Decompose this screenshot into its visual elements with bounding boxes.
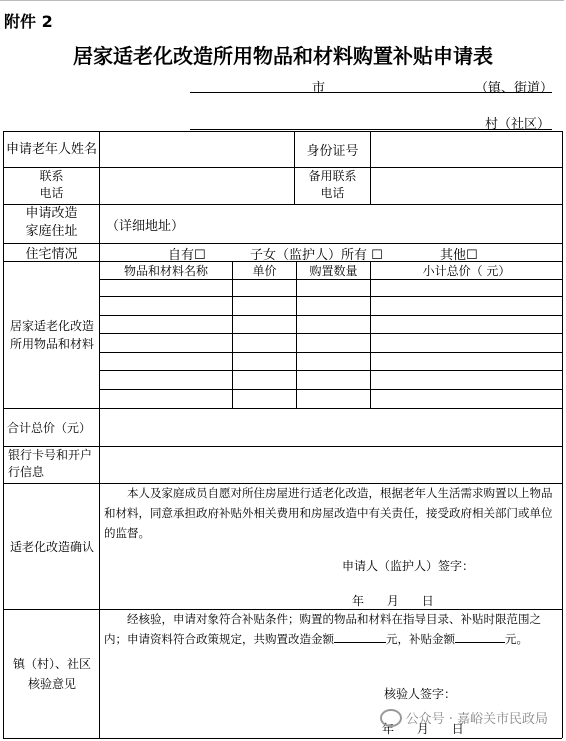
items-header-qty: 购置数量: [309, 264, 358, 278]
housing-other-option[interactable]: 其他☐: [440, 248, 478, 263]
village-label: 村（社区）: [485, 117, 551, 132]
review-date: 年 月 日: [382, 722, 464, 736]
bank-label: 银行卡号和开户行信息: [8, 448, 93, 479]
confirm-text: 本人及家庭成员自愿对所住房屋进行适老化改造，根据老年人生活需求购置以上物品和材料，同意承担政府补贴外相关费用和房屋改造中有关责任，接受政府相关部门或单位的监督。: [104, 486, 553, 540]
confirm-label: 适老化改造确认: [9, 539, 94, 554]
confirm-signature-label: 申请人（监护人）签字：: [342, 559, 475, 573]
housing-label: 住宅情况: [25, 247, 78, 262]
review-label: 镇（村）、社区核验意见: [12, 657, 91, 691]
items-header-name: 物品和材料名称: [123, 264, 208, 278]
form-title: 居家适老化改造所用物品和材料购置补贴申请表: [73, 44, 493, 68]
city-town-line: [190, 92, 552, 93]
city-label: 市: [312, 81, 326, 96]
applicant-name-label: 申请老年人姓名: [5, 141, 97, 157]
contact-phone-label: 联系 电话: [39, 169, 64, 200]
village-line: [190, 129, 552, 130]
items-header-price: 单价: [252, 264, 277, 278]
backup-phone-label: 备用联系 电话: [308, 169, 357, 200]
attachment-label: 附件 2: [4, 12, 53, 31]
watermark: 公众号 · 嘉峪关市民政局: [380, 708, 548, 727]
top-frame: [0, 0, 564, 37]
review-signature-label: 核验人签字：: [384, 687, 457, 701]
items-label: 居家适老化改造所用物品和材料: [9, 319, 94, 351]
address-hint: （详细地址）: [106, 219, 185, 234]
housing-children-option[interactable]: 子女（监护人）所有 ☐: [250, 248, 383, 263]
total-label: 合计总价（元）: [7, 421, 92, 435]
wechat-icon: [380, 709, 402, 727]
address-label: 申请改造 家庭住址: [25, 206, 78, 239]
housing-own-option[interactable]: 自有☐: [168, 248, 206, 263]
town-label: （镇、街道）: [475, 81, 554, 96]
items-header-subtotal: 小计总价（ 元）: [422, 264, 511, 278]
review-text: 经核验，申请对象符合补贴条件；购置的物品和材料在指导目录、补贴时限范围之内；申请资料符合政策规定，共购置改造金额 元，补贴金额 元。: [104, 612, 541, 646]
confirm-date: 年 月 日: [352, 594, 434, 608]
id-number-label: 身份证号: [306, 144, 359, 159]
